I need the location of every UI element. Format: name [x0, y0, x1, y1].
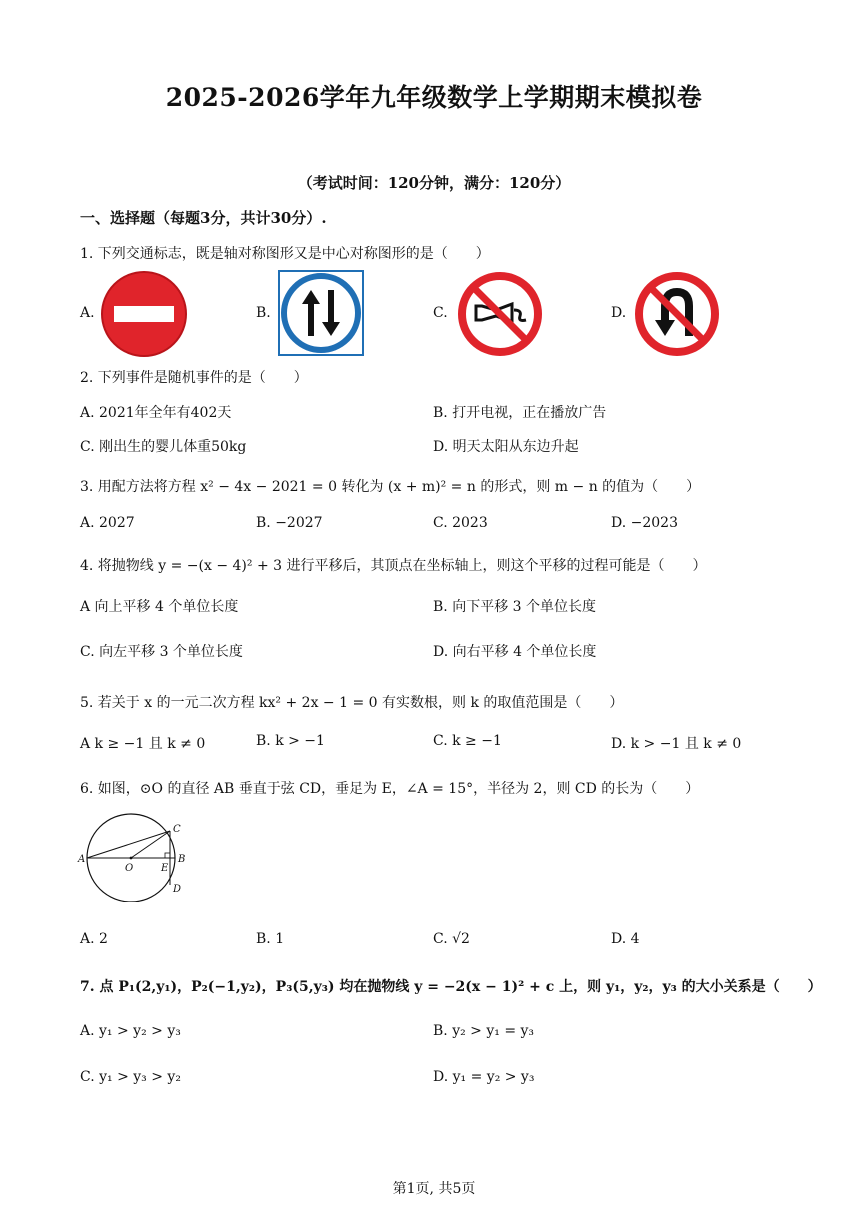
q4-option-a: A 向上平移 4 个单位长度: [80, 599, 239, 615]
figure-label-o: O: [125, 863, 134, 874]
q1-option-a-label: A.: [80, 305, 95, 321]
figure-label-a: A: [78, 854, 86, 865]
question-5-stem: 5. 若关于 x 的一元二次方程 kx² + 2x − 1 = 0 有实数根，则 k 的取值范围是（ ）: [80, 695, 624, 711]
exam-info: （考试时间：120分钟，满分：120分）: [297, 174, 571, 192]
two-way-traffic-sign-icon: [278, 270, 364, 356]
no-horn-sign-icon: [456, 270, 544, 358]
q1-option-b-label: B.: [256, 305, 271, 321]
page-title: 2025-2026学年九年级数学上学期期末模拟卷: [165, 83, 703, 112]
q2-option-d: D. 明天太阳从东边升起: [433, 439, 579, 455]
figure-label-d: D: [173, 884, 182, 895]
question-7-stem: 7. 点 P₁(2,y₁)，P₂(−1,y₂)，P₃(5,y₃) 均在抛物线 y = −2(x − 1)² + c 上，则 y₁，y₂，y₃ 的大小关系是（ ）: [80, 979, 822, 995]
figure-label-e: E: [161, 863, 169, 874]
question-3-stem: 3. 用配方法将方程 x² − 4x − 2021 = 0 转化为 (x + m)² = n 的形式，则 m − n 的值为（ ）: [80, 479, 701, 495]
q7-option-b: B. y₂ > y₁ = y₃: [433, 1023, 535, 1039]
q5-option-c: C. k ≥ −1: [433, 733, 502, 749]
section-heading: 一、选择题（每题3分，共计30分）.: [80, 209, 327, 227]
q1-option-d-label: D.: [611, 305, 627, 321]
q3-option-d: D. −2023: [611, 515, 678, 531]
q1-option-c-label: C.: [433, 305, 448, 321]
q7-option-c: C. y₁ > y₃ > y₂: [80, 1069, 181, 1085]
q6-option-b: B. 1: [256, 931, 285, 947]
question-2-stem: 2. 下列事件是随机事件的是（ ）: [80, 370, 308, 386]
no-entry-sign-icon: [100, 270, 188, 358]
q4-option-d: D. 向右平移 4 个单位长度: [433, 644, 597, 660]
q5-option-a: A k ≥ −1 且 k ≠ 0: [80, 736, 206, 752]
q4-option-c: C. 向左平移 3 个单位长度: [80, 644, 243, 660]
q2-option-a: A. 2021年全年有402天: [80, 405, 232, 421]
q3-option-c: C. 2023: [433, 515, 488, 531]
q7-option-a: A. y₁ > y₂ > y₃: [80, 1023, 181, 1039]
question-1-stem: 1. 下列交通标志，既是轴对称图形又是中心对称图形的是（ ）: [80, 246, 490, 262]
q6-option-c: C. √2: [433, 931, 470, 947]
q5-option-b: B. k > −1: [256, 733, 325, 749]
q3-option-b: B. −2027: [256, 515, 323, 531]
q7-option-d: D. y₁ = y₂ > y₃: [433, 1069, 535, 1085]
figure-label-b: B: [178, 854, 186, 865]
question-4-stem: 4. 将抛物线 y = −(x − 4)² + 3 进行平移后，其顶点在坐标轴上，则这个平移的过程可能是（ ）: [80, 558, 707, 574]
question-6-stem: 6. 如图，⊙O 的直径 AB 垂直于弦 CD，垂足为 E，∠A = 15°，半径为 2，则 CD 的长为（ ）: [80, 781, 700, 797]
q4-option-b: B. 向下平移 3 个单位长度: [433, 599, 596, 615]
page-footer: 第1页, 共5页: [392, 1181, 476, 1197]
q3-option-a: A. 2027: [80, 515, 135, 531]
q2-option-b: B. 打开电视，正在播放广告: [433, 405, 607, 421]
q6-option-a: A. 2: [80, 931, 108, 947]
figure-label-c: C: [173, 824, 181, 835]
no-u-turn-sign-icon: [633, 270, 721, 358]
q2-option-c: C. 刚出生的婴儿体重50kg: [80, 439, 247, 455]
q5-option-d: D. k > −1 且 k ≠ 0: [611, 736, 742, 752]
q6-option-d: D. 4: [611, 931, 640, 947]
circle-geometry-figure: [74, 812, 194, 902]
